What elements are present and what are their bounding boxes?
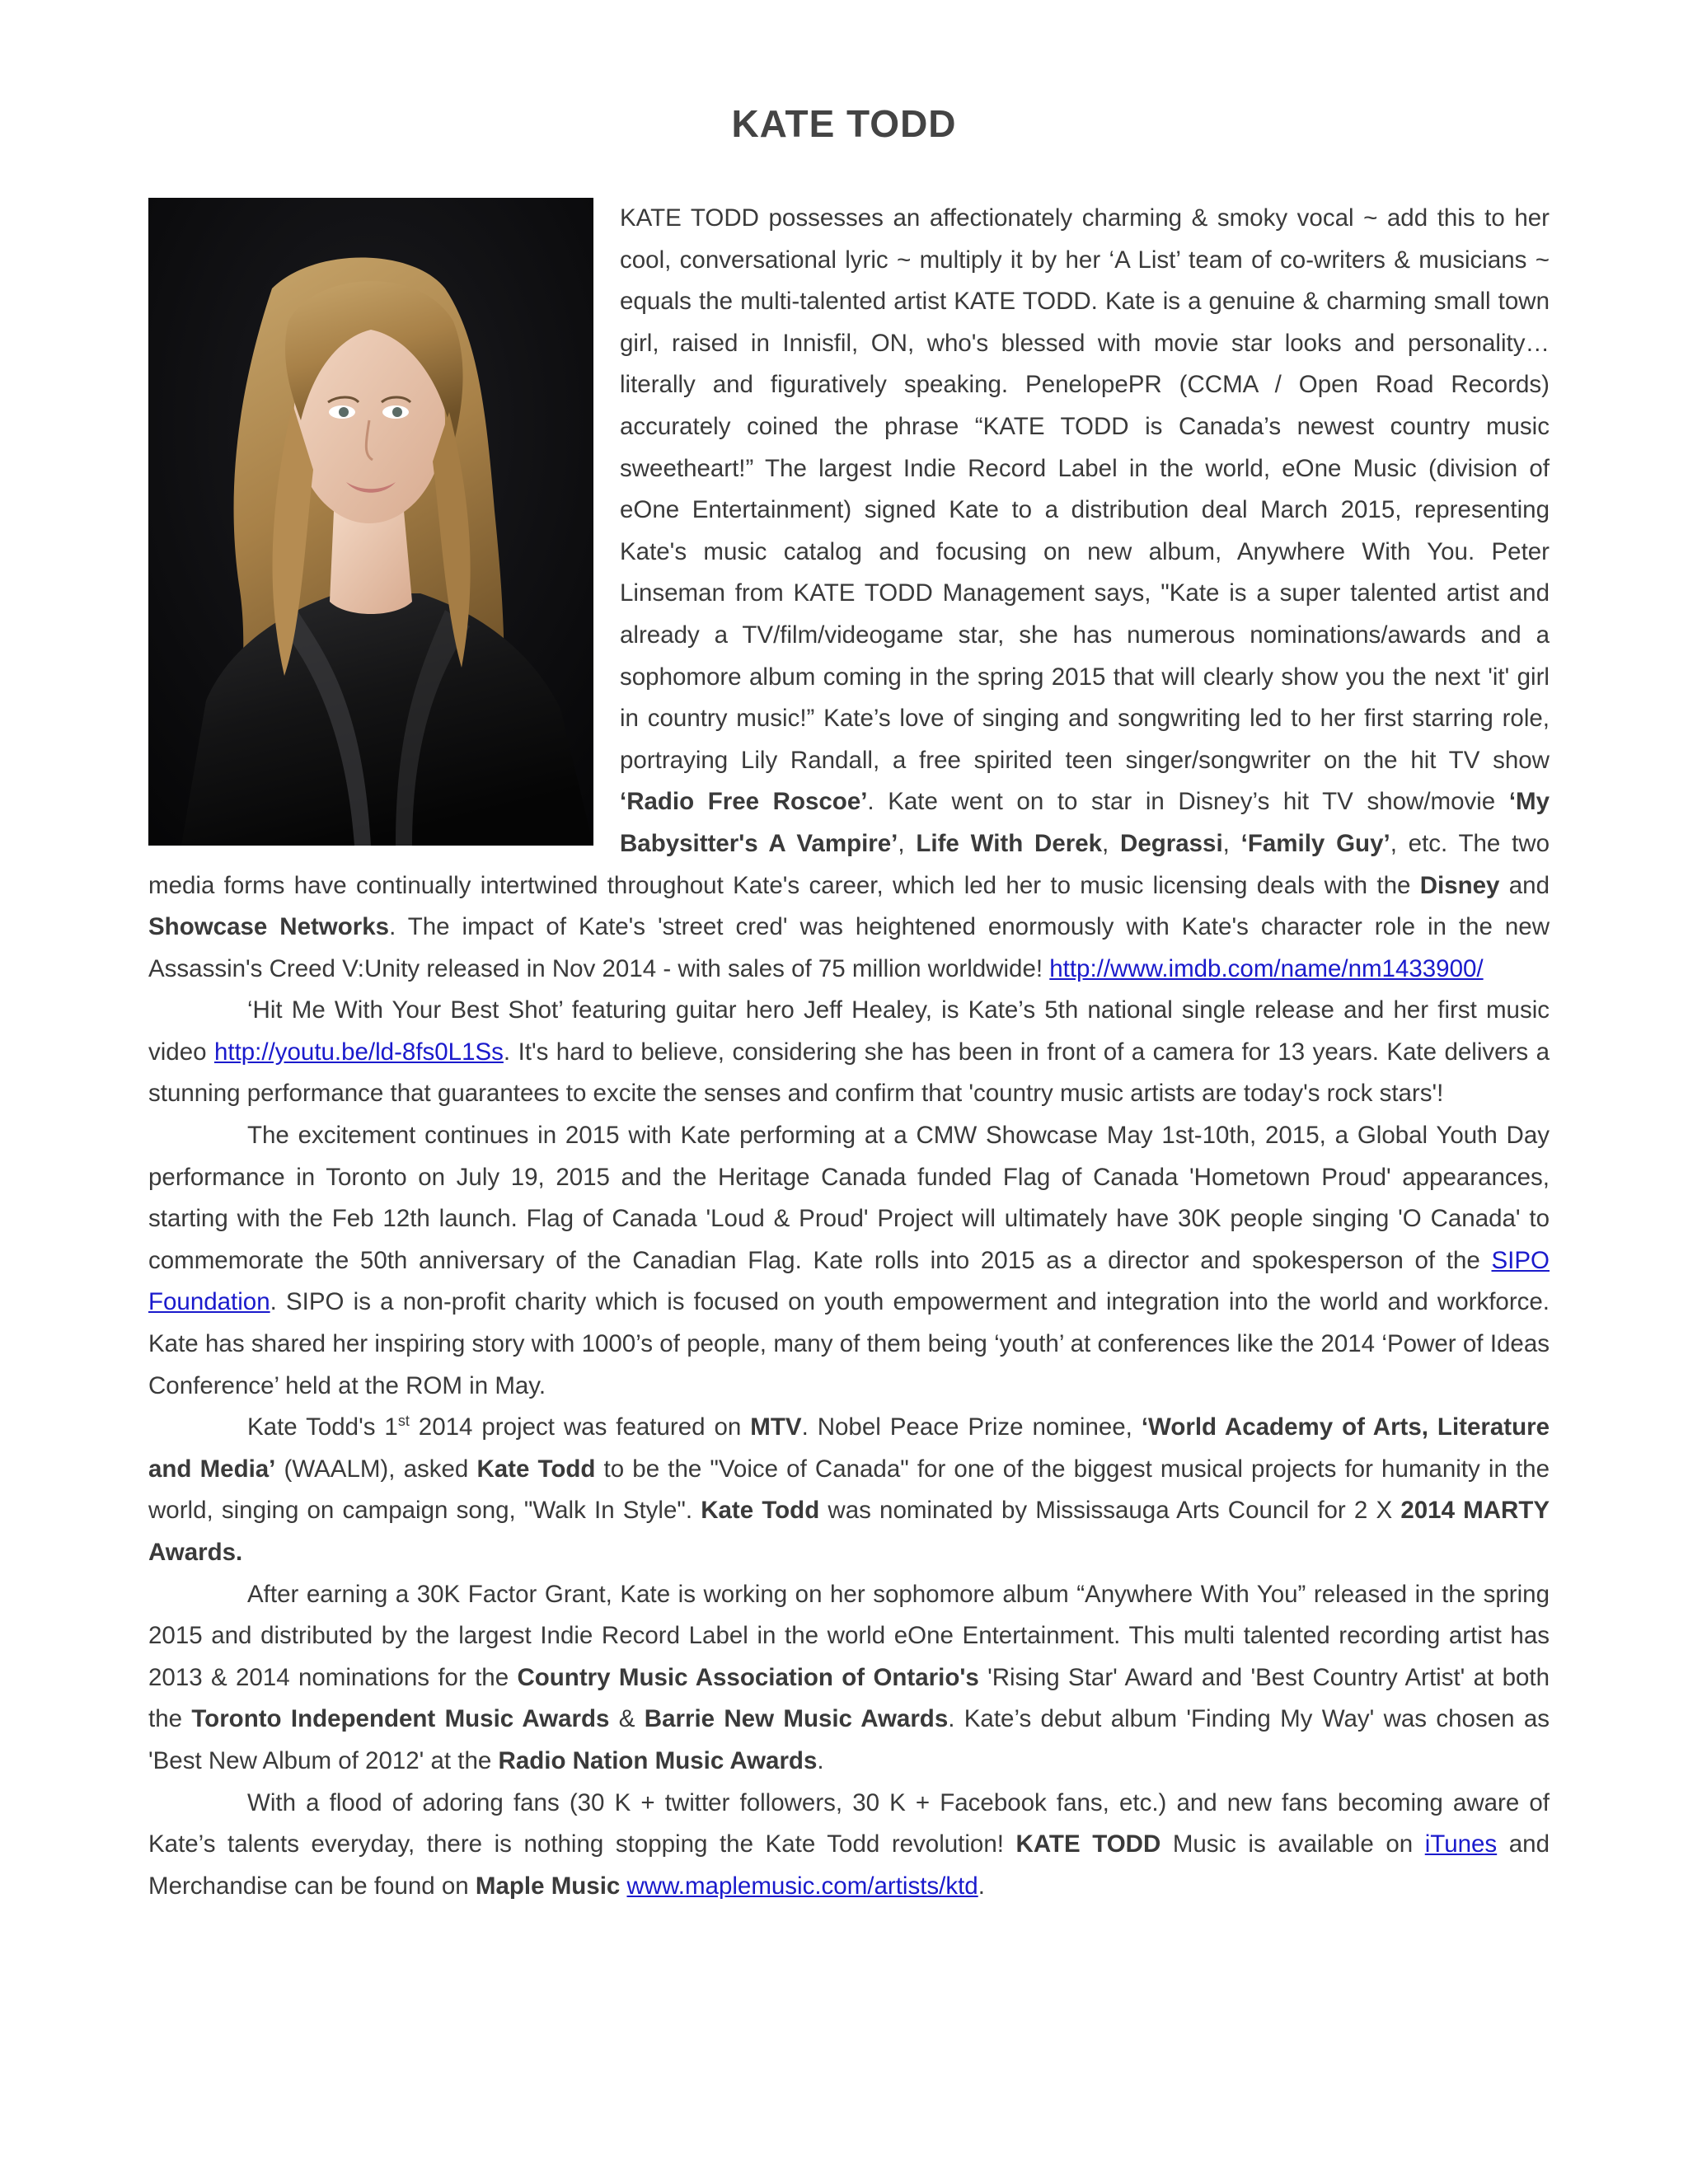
- text-run: . The impact of Kate's 'street cred' was heightened enormously with Kate's character role in the new Assassin's Creed V:Unity released in Nov 2014 - with sales of 75 million worldwide!: [148, 913, 1550, 982]
- text-run: to be the "Voice of Canada" for one of the biggest musical projects for humanity in the world, singing on campaign song, "Walk In Style".: [148, 1455, 1550, 1525]
- text-run: &: [609, 1705, 645, 1733]
- bold-text: KATE TODD: [1015, 1830, 1161, 1858]
- text-run: 'Rising Star' Award and 'Best Country Artist' at both the: [148, 1663, 1550, 1733]
- text-run: 2014 project was featured on: [409, 1413, 751, 1441]
- itunes-link[interactable]: iTunes: [1424, 1830, 1498, 1858]
- text-run: After earning a 30K Factor Grant, Kate is working on her sophomore album “Anywhere With You” released in the spring 2015 and distributed by the largest Indie Record Label in the world eOne Entertainment. This multi talented recording artist has 2013 & 2014 nominations for the: [148, 1580, 1550, 1691]
- bold-text: MTV: [750, 1413, 802, 1441]
- text-run: ,: [898, 829, 917, 857]
- bio-paragraph-3: [148, 1115, 1550, 1407]
- bold-text: Kate Todd: [701, 1497, 820, 1525]
- text-run: . It's hard to believe, considering she has been in front of a camera for 13 years. Kate delivers a stunning performance that guarantees to excite the senses and confirm that 'country music artists are today's rock stars'!: [148, 1038, 1550, 1108]
- bold-text: ‘Family Guy’: [1240, 829, 1390, 857]
- maple-music-link[interactable]: www.maplemusic.com/artists/ktd: [626, 1872, 978, 1900]
- text-run: ,: [1222, 829, 1241, 857]
- text-run: . Kate’s debut album 'Finding My Way' was chosen as 'Best New Album of 2012' at the: [148, 1705, 1550, 1774]
- youtube-link[interactable]: http://youtu.be/ld-8fs0L1Ss: [213, 1038, 504, 1066]
- text-run: KATE TODD possesses an affectionately charming & smoky vocal ~ add this to her cool, conversational lyric ~ multiply it by her ‘A List’ team of co-writers & musicians ~ equals the multi-talented artist KATE TODD. Kate is a genuine & charming small town girl, raised in Innisfil, ON, who's blessed with movie star looks and personality…literally and figuratively speaking. PenelopePR (CCMA / Open Road Records) accurately coined the phrase “KATE TODD is Canada’s newest country music sweetheart!” The largest Indie Record Label in the world, eOne Music (division of eOne Entertainment) signed Kate to a distribution deal March 2015, representing Kate's music catalog and focusing on new album, Anywhere With You. Peter Linseman from KATE TODD Management says, "Kate is a super talented artist and already a TV/film/videogame star, she has numerous nominations/awards and a sophomore album coming in the spring 2015 that will clearly show you the next 'it' girl in country music!” Kate’s love of singing and songwriting led to her first starring role, portraying Lily Randall, a free spirited teen singer/songwriter on the hit TV show: [620, 204, 1550, 774]
- text-run: .: [978, 1872, 985, 1900]
- bold-text: Barrie New Music Awards: [644, 1705, 949, 1733]
- text-run: ‘Hit Me With Your Best Shot’ featuring guitar hero Jeff Healey, is Kate’s 5th national single release and her first music video: [148, 996, 1550, 1066]
- bio-paragraph-4: [148, 1407, 1550, 1573]
- text-run: Kate Todd's 1: [247, 1413, 398, 1441]
- text-run: With a flood of adoring fans (30 K + twitter followers, 30 K + Facebook fans, etc.) and new fans becoming aware of Kate’s talents everyday, there is nothing stopping the Kate Todd revolution!: [148, 1788, 1550, 1858]
- bold-text: Toronto Independent Music Awards: [191, 1705, 610, 1733]
- bold-text: Life With Derek: [916, 829, 1103, 857]
- bold-text: Radio Nation Music Awards: [498, 1746, 818, 1774]
- bold-text: Maple Music: [475, 1872, 621, 1900]
- text-run: [620, 1872, 626, 1900]
- superscript: st: [397, 1413, 410, 1430]
- text-run: ,: [1102, 829, 1121, 857]
- text-run: . SIPO is a non-profit charity which is focused on youth empowerment and integration into the world and workforce. Kate has shared her inspiring story with 1000’s of people, many of them being ‘youth’ at conferences like the 2014 ‘Power of Ideas Conference’ held at the ROM in May.: [148, 1288, 1550, 1399]
- bold-text: 2014 MARTY Awards.: [148, 1497, 1550, 1566]
- text-run: .: [817, 1746, 824, 1774]
- imdb-link[interactable]: http://www.imdb.com/name/nm1433900/: [1049, 954, 1484, 982]
- bold-text: Country Music Association of Ontario's: [517, 1663, 979, 1691]
- text-run: Music is available on: [1160, 1830, 1425, 1858]
- bold-text: Degrassi: [1120, 829, 1223, 857]
- bold-text: ‘World Academy of Arts, Literature and Media’: [148, 1413, 1550, 1483]
- text-run: The excitement continues in 2015 with Kate performing at a CMW Showcase May 1st-10th, 2015, a Global Youth Day performance in Toronto on July 19, 2015 and the Heritage Canada funded Flag of Canada 'Hometown Proud' appearances, starting with the Feb 12th launch. Flag of Canada 'Loud & Proud' Project will ultimately have 30K people singing 'O Canada' to commemorate the 50th anniversary of the Canadian Flag. Kate rolls into 2015 as a director and spokesperson of the: [148, 1122, 1550, 1274]
- bold-text: Showcase Networks: [148, 913, 390, 941]
- text-run: , etc. The two media forms have continually intertwined throughout Kate's career, which led her to music licensing deals with the: [148, 829, 1550, 899]
- text-run: . Nobel Peace Prize nominee,: [801, 1413, 1142, 1441]
- bold-text: ‘Radio Free Roscoe’: [620, 788, 868, 816]
- text-run: was nominated by Mississauga Arts Council for 2 X: [819, 1497, 1401, 1525]
- bio-text: [148, 198, 1550, 1907]
- text-run: . Kate went on to star in Disney’s hit TV show/movie: [867, 788, 1509, 816]
- page-title: KATE TODD: [731, 102, 957, 145]
- bold-text: Kate Todd: [476, 1455, 596, 1483]
- bio-paragraph-6: [148, 1783, 1550, 1908]
- text-run: and: [1499, 871, 1550, 899]
- bold-text: Disney: [1419, 871, 1500, 899]
- bio-paragraph-5: [148, 1574, 1550, 1783]
- text-run: (WAALM), asked: [275, 1455, 477, 1483]
- photo-wrap-spacer: [148, 198, 620, 849]
- bold-text: ‘My Babysitter's A Vampire’: [620, 788, 1550, 857]
- text-run: and Merchandise can be found on: [148, 1830, 1550, 1900]
- sipo-foundation-link[interactable]: SIPO Foundation: [148, 1246, 1550, 1316]
- bio-paragraph-2: [148, 990, 1550, 1115]
